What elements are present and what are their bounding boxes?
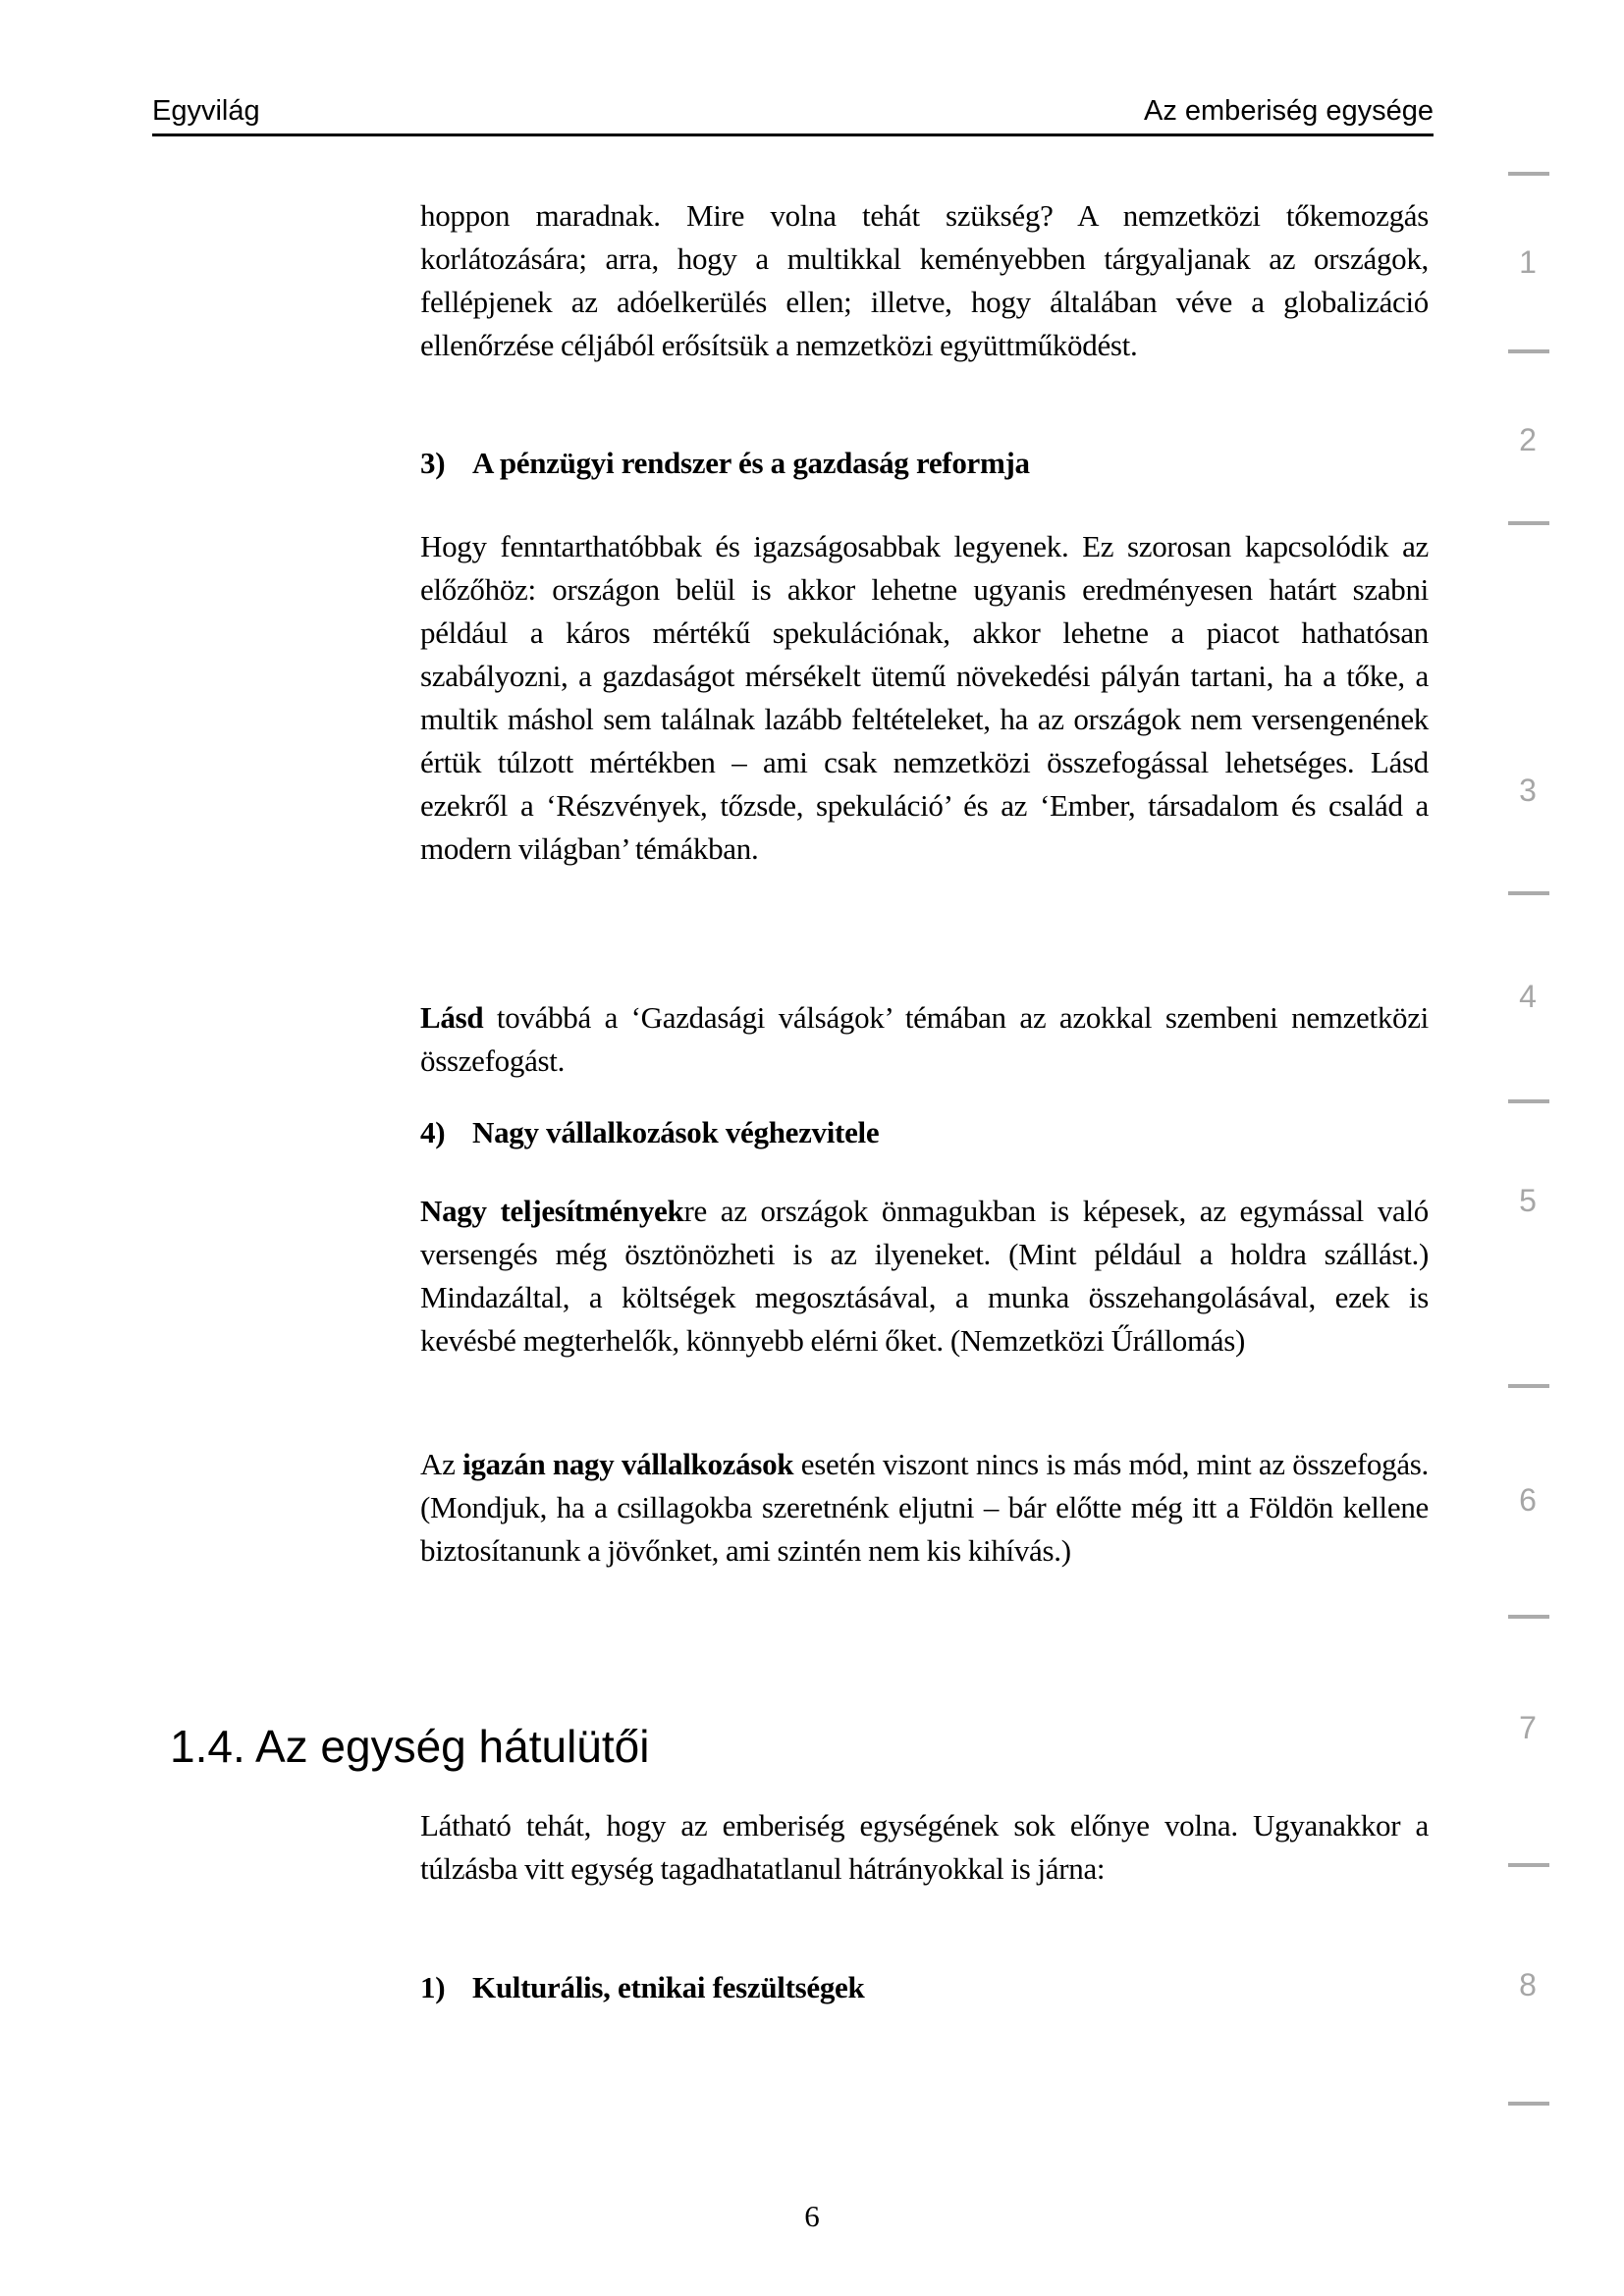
heading-text: Kulturális, etnikai feszültségek xyxy=(472,1970,865,2004)
paragraph xyxy=(420,194,1429,367)
heading-number: 3) xyxy=(420,446,446,480)
margin-number: 8 xyxy=(1519,1967,1537,2002)
text-run: Látható tehát, hogy az emberiség egységének sok előnye volna. Ugyanakkor a túlzásba vitt egység tagadhatatlanul hátrányokkal is járna: xyxy=(420,1808,1429,1886)
margin-dash xyxy=(1508,1863,1549,1867)
paragraph xyxy=(420,525,1429,871)
numbered-subheading xyxy=(420,442,1429,485)
paragraph xyxy=(420,1443,1429,1573)
margin-dash xyxy=(1508,891,1549,895)
text-run: Hogy fenntarthatóbbak és igazságosabbak legyenek. Ez szorosan kapcsolódik az előzőhöz: országon belül is akkor lehetne ugyanis eredményesen határt szabni például a káros mértékű spekulációnak, akkor lehetne a piacot hathatósan szabályozni, a gazdaságot mérsékelt ütemű növekedési pályán tartani, ha a tőke, a multik máshol sem találnak lazább feltételeket, ha az országok nem versengenének értük túlzott mértékben – ami csak nemzetközi összefogással lehetséges. Lásd ezekről a ‘Részvények, tőzsde, spekuláció’ és az ‘Ember, társadalom és család a modern világban’ témákban. xyxy=(420,529,1429,866)
text-run: esetén viszont nincs is más mód, mint az összefogás. (Mondjuk, ha a csillagokba szeretnénk eljutni – bár előtte még itt a Földön kellene biztosítanunk a jövőnket, ami szintén nem kis kihívás.) xyxy=(420,1447,1430,1568)
header-right-title: Az emberiség egysége xyxy=(1144,95,1434,127)
margin-number: 2 xyxy=(1519,422,1537,457)
margin-dash xyxy=(1508,172,1549,176)
text-run: re az országok önmagukban is képesek, az egymással való versengés még ösztönözheti is az ilyeneket. (Mint például a holdra szállást.) Mindazáltal, a költségek megosztásával, a munka összehangolásával, ezek is kevésbé megterhelők, könnyebb elérni őket. (Nemzetközi Űrállomás) xyxy=(420,1194,1429,1358)
text-run-bold: Nagy teljesítmények xyxy=(420,1194,684,1228)
text-run-bold: Lásd xyxy=(420,1000,484,1035)
margin-number: 6 xyxy=(1519,1482,1537,1518)
heading-number: 1) xyxy=(420,1970,446,2004)
heading-number: 4) xyxy=(420,1115,446,1149)
text-run-bold: igazán nagy vállalkozások xyxy=(462,1447,794,1481)
page-number: 6 xyxy=(804,2199,820,2233)
paragraph xyxy=(420,996,1429,1083)
heading-text: Nagy vállalkozások véghezvitele xyxy=(472,1115,880,1149)
section-heading: 1.4. Az egység hátulütői xyxy=(170,1721,650,1772)
paragraph xyxy=(420,1804,1429,1891)
text-run: továbbá a ‘Gazdasági válságok’ témában az azokkal szembeni nemzetközi összefogást. xyxy=(420,1000,1429,1078)
margin-number: 5 xyxy=(1519,1183,1537,1218)
margin-dash xyxy=(1508,1099,1549,1103)
numbered-subheading xyxy=(420,1111,1429,1154)
margin-number: 4 xyxy=(1519,979,1537,1014)
header-left-title: Egyvilág xyxy=(152,95,260,127)
numbered-subheading xyxy=(420,1966,1429,2009)
margin-dash xyxy=(1508,1615,1549,1619)
margin-dash xyxy=(1508,1384,1549,1388)
margin-dash xyxy=(1508,521,1549,525)
margin-dash xyxy=(1508,2102,1549,2106)
margin-dash xyxy=(1508,349,1549,353)
heading-text: A pénzügyi rendszer és a gazdaság reformja xyxy=(472,446,1030,480)
margin-number: 3 xyxy=(1519,773,1537,808)
margin-number: 7 xyxy=(1519,1710,1537,1745)
margin-number: 1 xyxy=(1519,244,1537,280)
text-run: hoppon maradnak. Mire volna tehát szükség? A nemzetközi tőkemozgás korlátozására; arra, hogy a multikkal keményebben tárgyaljanak az országok, fellépjenek az adóelkerülés ellen; illetve, hogy általában véve a globalizáció ellenőrzése céljából erősítsük a nemzetközi együttműködést. xyxy=(420,198,1429,362)
text-run: Az xyxy=(420,1447,463,1481)
header-rule xyxy=(152,133,1434,136)
paragraph xyxy=(420,1190,1429,1362)
